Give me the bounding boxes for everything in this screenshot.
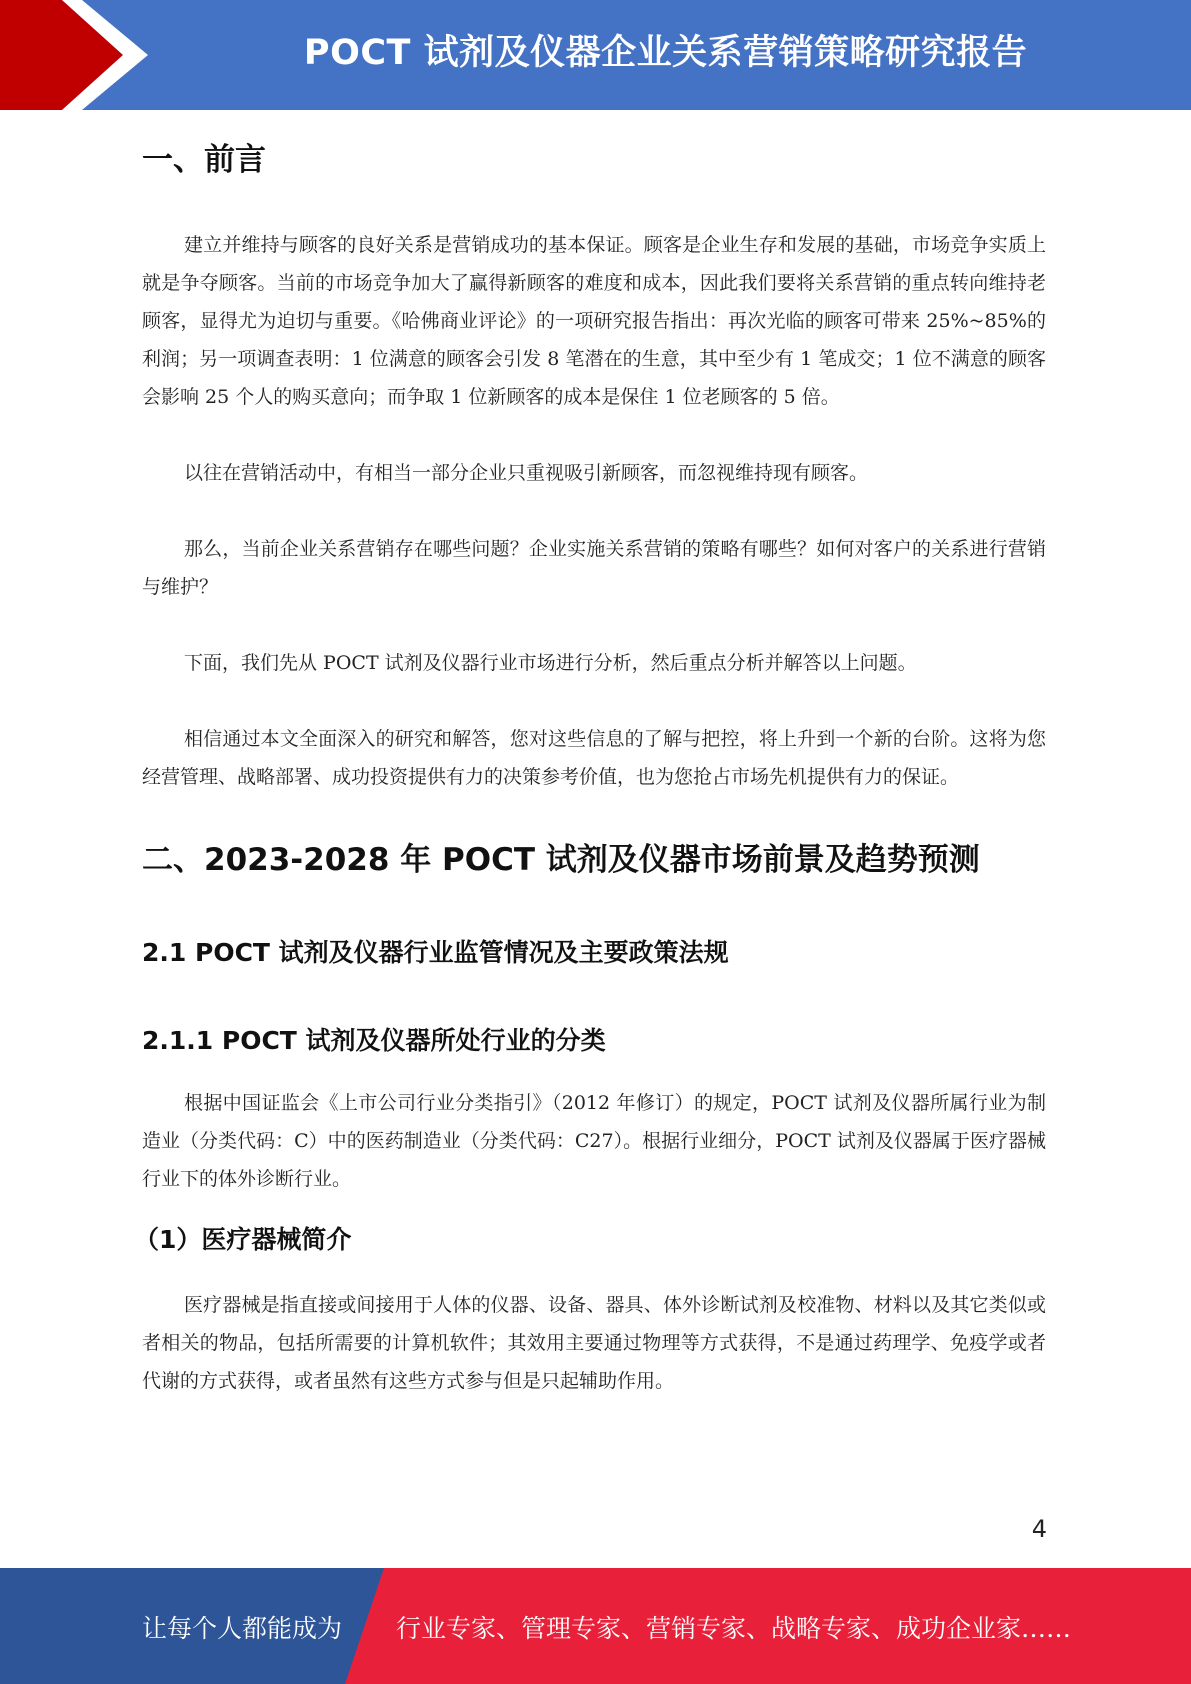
- footer-slogan-right: 行业专家、管理专家、营销专家、战略专家、成功企业家……: [396, 1614, 1072, 1643]
- medical-devices-paragraph: 医疗器械是指直接或间接用于人体的仪器、设备、器具、体外诊断试剂及校准物、材料以及其它类似或者相关的物品，包括所需要的计算机软件；其效用主要通过物理等方式获得，不是通过药理学、免疫学或者代谢的方式获得，或者虽然有这些方式参与但是只起辅助作用。: [142, 1294, 1046, 1393]
- footer-banner: [0, 1568, 1191, 1684]
- subsection-heading-medical-devices: （1）医疗器械简介: [134, 1224, 352, 1254]
- section-heading-preface: 一、前言: [142, 142, 266, 178]
- preface-paragraph-4: 下面，我们先从 POCT 试剂及仪器行业市场进行分析，然后重点分析并解答以上问题。: [184, 652, 917, 675]
- subsection-heading-regulation: 2.1 POCT 试剂及仪器行业监管情况及主要政策法规: [142, 937, 729, 967]
- report-title: POCT 试剂及仪器企业关系营销策略研究报告: [303, 33, 1028, 73]
- page-number: 4: [1031, 1515, 1047, 1543]
- preface-paragraph-5: 相信通过本文全面深入的研究和解答，您对这些信息的了解与把控，将上升到一个新的台阶。这将为您经营管理、战略部署、成功投资提供有力的决策参考价值，也为您抢占市场先机提供有力的保证。: [142, 728, 1046, 789]
- footer-slogan-left: 让每个人都能成为: [142, 1614, 343, 1643]
- preface-paragraph-3: 那么，当前企业关系营销存在哪些问题？企业实施关系营销的策略有哪些？如何对客户的关系进行营销与维护？: [142, 538, 1046, 599]
- section-heading-market-forecast: 二、2023-2028 年 POCT 试剂及仪器市场前景及趋势预测: [142, 842, 980, 879]
- subsection-heading-classification: 2.1.1 POCT 试剂及仪器所处行业的分类: [142, 1026, 606, 1056]
- preface-paragraph-2: 以往在营销活动中，有相当一部分企业只重视吸引新顾客，而忽视维持现有顾客。: [184, 462, 869, 485]
- preface-paragraph-1: 建立并维持与顾客的良好关系是营销成功的基本保证。顾客是企业生存和发展的基础，市场竞争实质上就是争夺顾客。当前的市场竞争加大了赢得新顾客的难度和成本，因此我们要将关系营销的重点转向维持老顾客，显得尤为迫切与重要。《哈佛商业评论》的一项研究报告指出：再次光临的顾客可带来 25%~85%的利润；另一项调查表明：1 位满意的顾客会引发 8 笔潜在的生意，其中至少有 1 笔成交；1 位不满意的顾客会影响 25 个人的购买意向；而争取 1 位新顾客的成本是保住 1 位老顾客的 5 倍。: [142, 234, 1046, 409]
- header-banner: [0, 0, 1191, 110]
- classification-paragraph: 根据中国证监会《上市公司行业分类指引》（2012 年修订）的规定，POCT 试剂及仪器所属行业为制造业（分类代码：C）中的医药制造业（分类代码：C27）。根据行业细分，POCT 试剂及仪器属于医疗器械行业下的体外诊断行业。: [142, 1091, 1046, 1190]
- page-content: [134, 130, 1046, 1400]
